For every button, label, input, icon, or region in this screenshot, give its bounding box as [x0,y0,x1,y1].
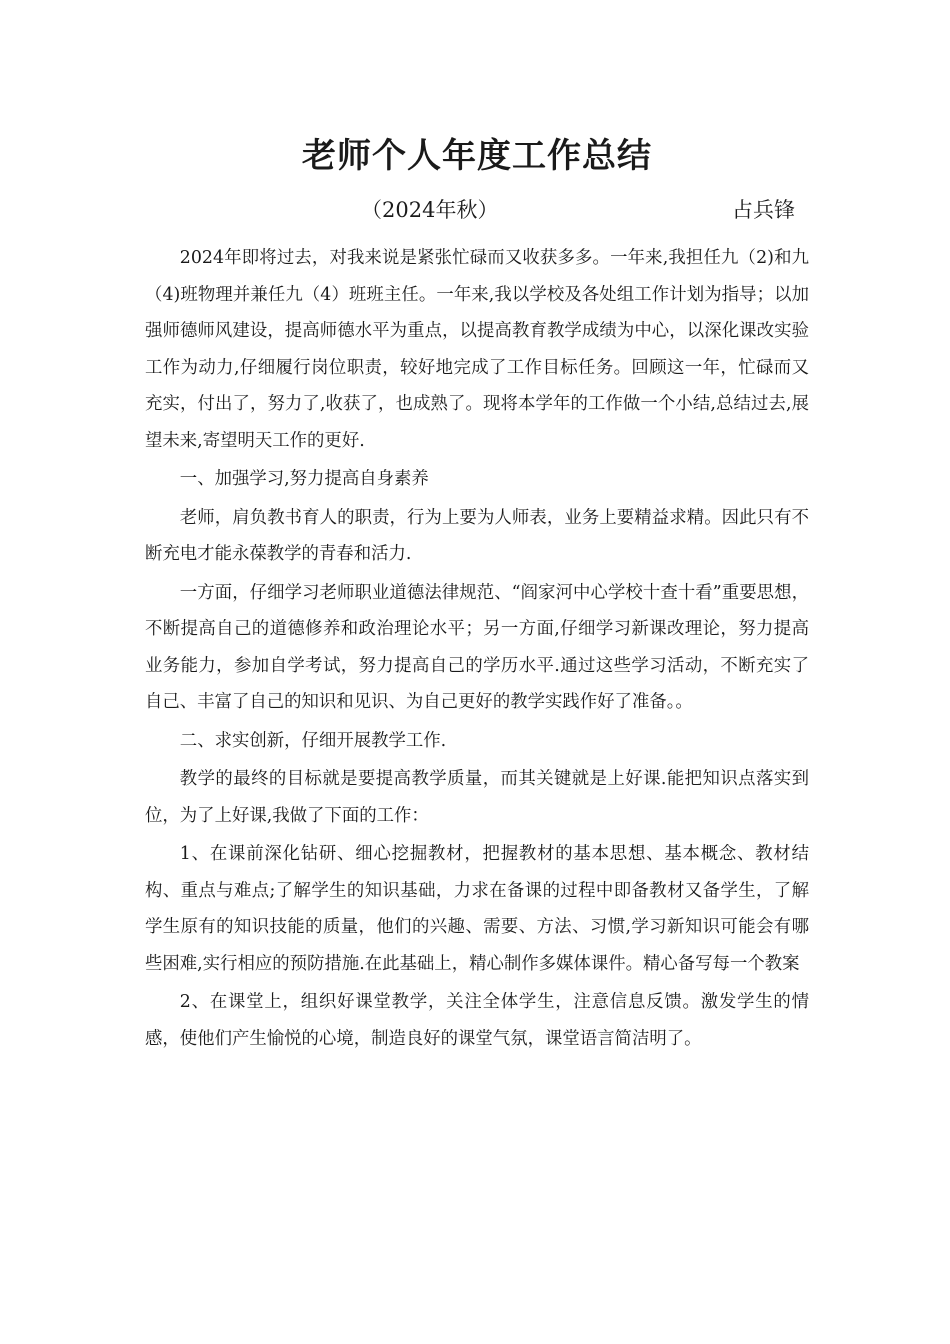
term-label: （2024年秋） [361,198,499,222]
section-heading-1: 一、加强学习,努力提高自身素养 [179,469,429,489]
section-heading-2: 二、求实创新，仔细开展教学工作. [179,730,447,751]
paragraph: 老师，肩负教书育人的职责，行为上要为人师表，业务上要精益求精。因此只有不断充电才能永葆教学的青春和活力. [145,507,809,564]
subtitle-row [145,194,809,234]
author-name: 占兵锋 [732,198,795,222]
paragraph: 教学的最终的目标就是要提高教学质量，而其关键就是上好课.能把知识点落实到位，为了上好课,我做了下面的工作： [145,769,809,826]
list-item-2: 2、在课堂上，组织好课堂教学，关注全体学生，注意信息反馈。激发学生的情感，使他们产生愉悦的心境，制造良好的课堂气氛，课堂语言简洁明了。 [145,992,809,1049]
list-item-1: 1、在课前深化钻研、细心挖掘教材，把握教材的基本思想、基本概念、教材结构、重点与难点;了解学生的知识基础，力求在备课的过程中即备教材又备学生，了解学生原有的知识技能的质量，他们的兴趣、需要、方法、习惯,学习新知识可能会有哪些困难,实行相应的预防措施.在此基础上，精心制作多媒体课件。精心备写每一个教案 [145,844,809,974]
paragraph-intro: 2024年即将过去，对我来说是紧张忙碌而又收获多多。一年来,我担任九（2)和九（4)班物理并兼任九（4）班班主任。一年来,我以学校及各处组工作计划为指导；以加强师德师风建设，提高师德水平为重点，以提高教育教学成绩为中心，以深化课改实验工作为动力,仔细履行岗位职责，较好地完成了工作目标任务。回顾这一年，忙碌而又充实，付出了，努力了,收获了，也成熟了。现将本学年的工作做一个小结,总结过去,展望未来,寄望明天工作的更好. [145,248,809,451]
paragraph: 一方面，仔细学习老师职业道德法律规范、“阎家河中心学校十查十看”重要思想，不断提高自己的道德修养和政治理论水平；另一方面,仔细学习新课改理论，努力提高业务能力，参加自学考试，努力提高自己的学历水平.通过这些学习活动，不断充实了自己、丰富了自己的知识和见识、为自己更好的教学实践作好了准备。。 [145,582,809,712]
document-title: 老师个人年度工作总结 [302,136,652,176]
document-page [145,132,809,1059]
